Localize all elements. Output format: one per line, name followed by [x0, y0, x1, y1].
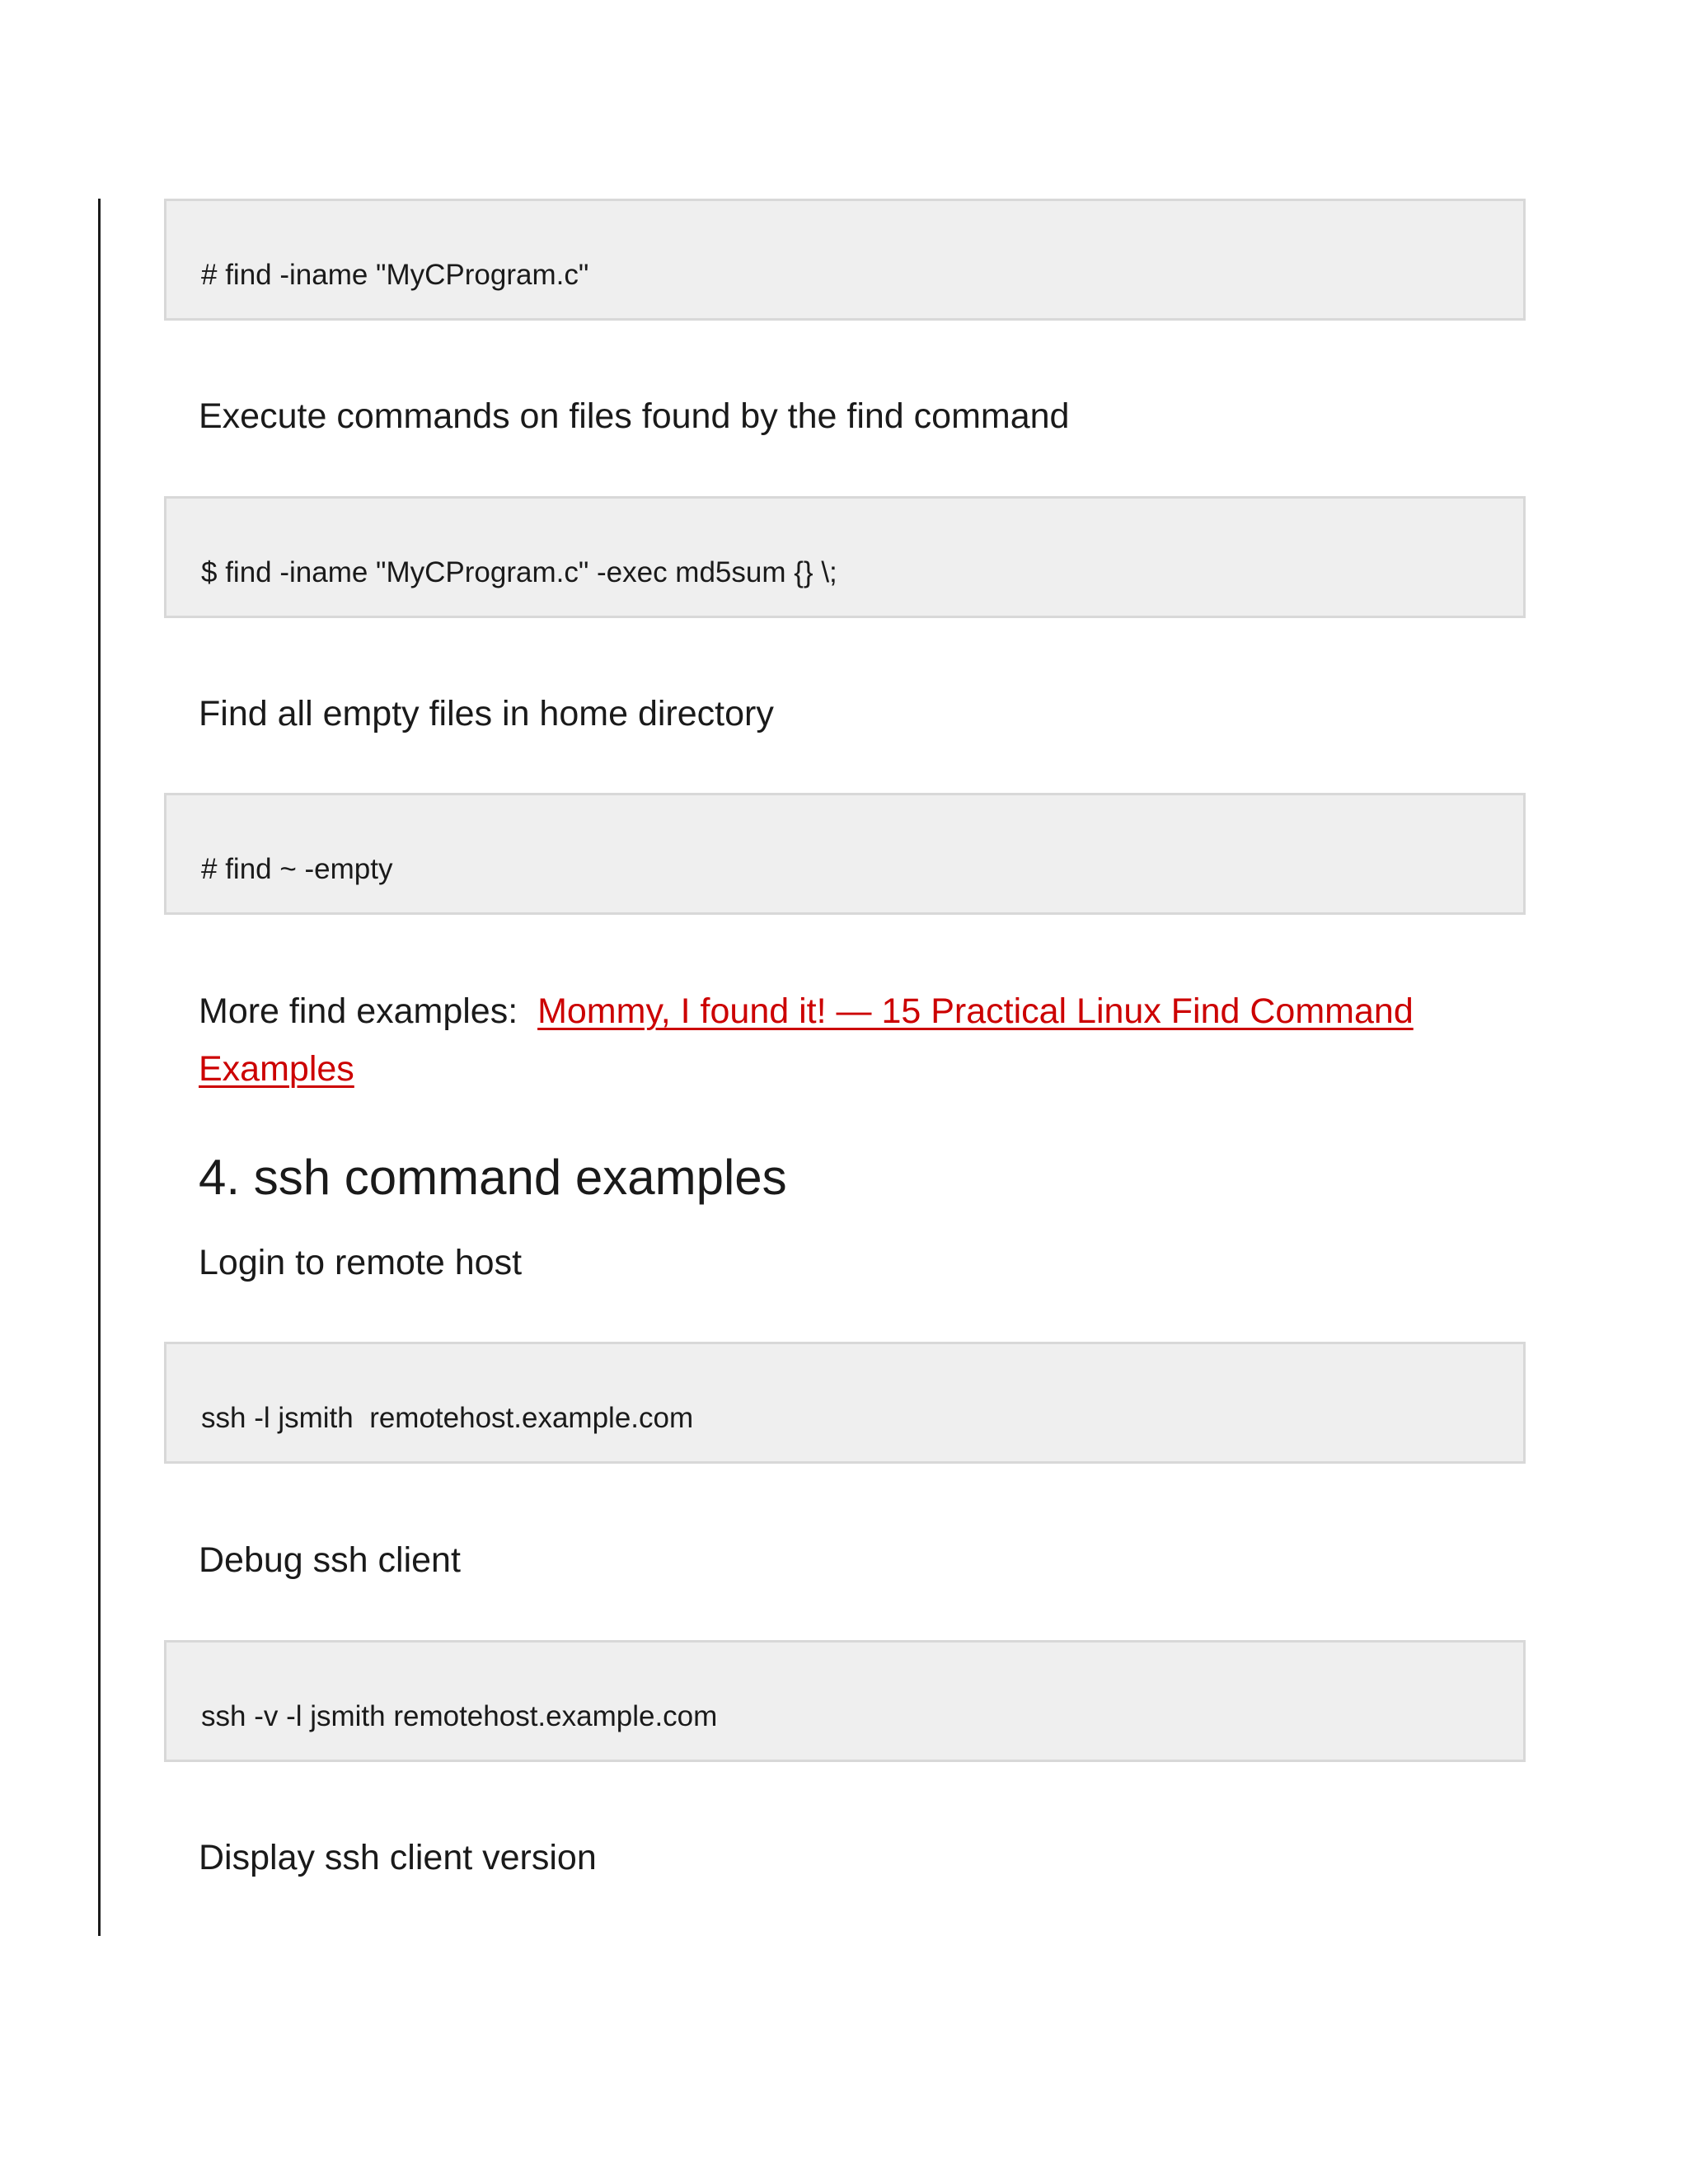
paragraph: Login to remote host — [199, 1243, 523, 1282]
code-block — [164, 199, 1526, 321]
code-line: $ find -iname "MyCProgram.c" -exec md5sum {} \; — [201, 556, 837, 588]
paragraph: Find all empty files in home directory — [199, 694, 774, 733]
code-block — [164, 793, 1526, 915]
code-line: # find ~ -empty — [201, 853, 393, 885]
code-block — [164, 1342, 1526, 1464]
code-line: # find -iname "MyCProgram.c" — [201, 259, 589, 291]
paragraph: Execute commands on files found by the find command — [199, 396, 1070, 436]
code-block — [164, 1640, 1526, 1762]
section-heading: 4. ssh command examples — [199, 1150, 787, 1205]
more-examples-paragraph — [199, 982, 1484, 1098]
more-examples-label: More find examples: — [199, 991, 518, 1031]
code-line: ssh -v -l jsmith remotehost.example.com — [201, 1700, 718, 1732]
paragraph: Display ssh client version — [199, 1838, 597, 1877]
left-margin-rule — [98, 199, 101, 1936]
code-block — [164, 496, 1526, 618]
paragraph: Debug ssh client — [199, 1540, 461, 1580]
code-line: ssh -l jsmith remotehost.example.com — [201, 1402, 694, 1434]
find-examples-link[interactable]: Mommy, I found it! — 15 Practical Linux Find Command Examples — [199, 991, 1414, 1089]
